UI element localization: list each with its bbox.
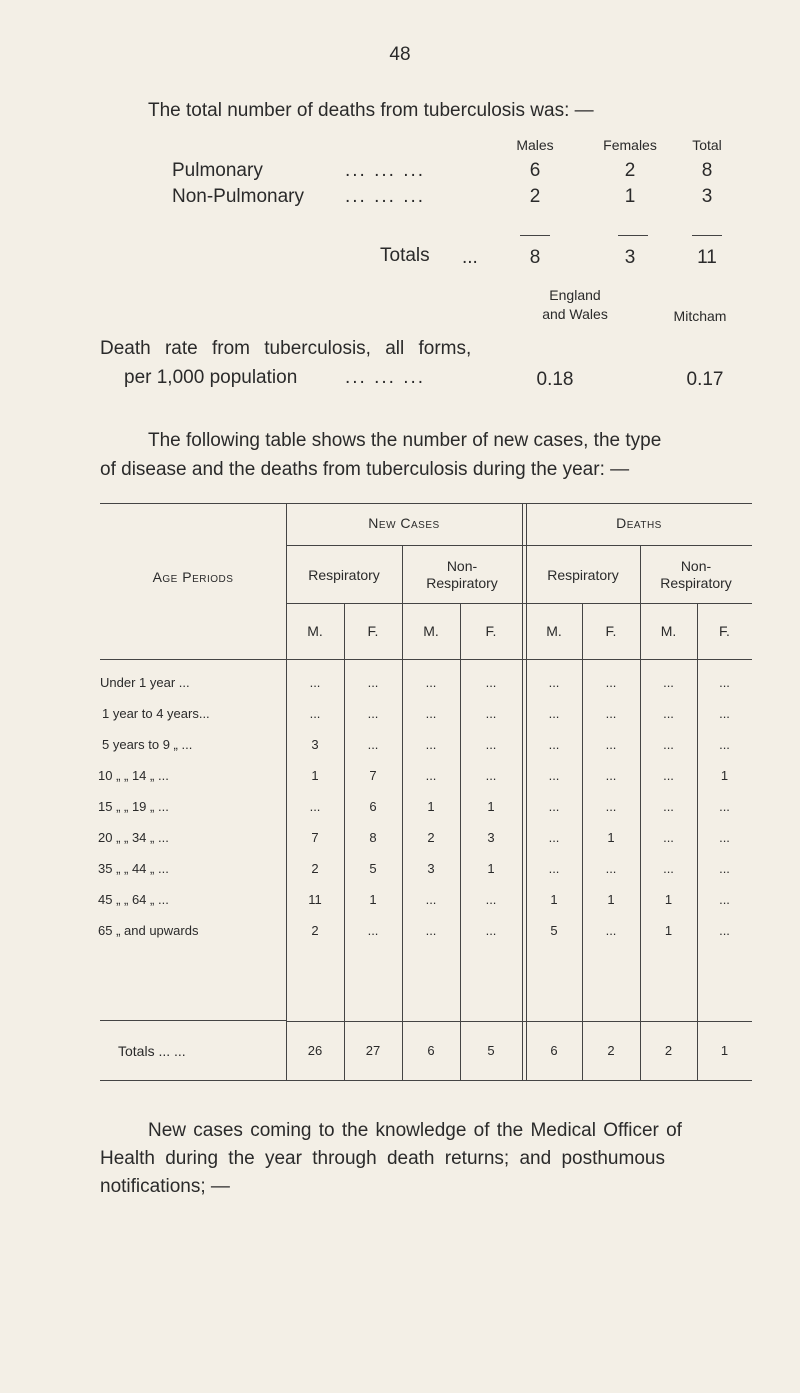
table-cell: ... <box>548 768 560 783</box>
summary-pulmonary-females: 2 <box>624 160 636 181</box>
table-cell: 1 <box>311 768 319 783</box>
table-header-rule <box>100 659 752 660</box>
summary-nonpulmonary-males: 2 <box>529 186 541 207</box>
summary-rule <box>520 235 550 236</box>
table-sub-rule <box>286 603 752 604</box>
mf-header: F. <box>719 623 730 639</box>
summary-row-nonpulmonary-leader: ... ... ... <box>345 186 426 207</box>
table-cell: ... <box>605 737 617 752</box>
table-totals-cell: 5 <box>487 1043 495 1058</box>
death-rate-label-line2: per 1,000 population <box>124 367 298 388</box>
table-cell: ... <box>663 675 674 690</box>
intro-text: The total number of deaths from tuberculosis was: — <box>148 100 594 121</box>
death-rate-header-ew-line2: and Wales <box>542 306 608 322</box>
table-cell: ... <box>548 737 560 752</box>
tuberculosis-table <box>100 503 752 1081</box>
mf-header: M. <box>307 623 323 639</box>
summary-totals-total: 11 <box>697 247 717 268</box>
summary-pulmonary-total: 8 <box>701 160 713 181</box>
table-cell: ... <box>605 799 617 814</box>
summary-row-pulmonary-label: Pulmonary <box>172 160 263 181</box>
table-cell: ... <box>425 923 437 938</box>
summary-nonpulmonary-females: 1 <box>624 186 636 207</box>
table-cell: ... <box>663 861 674 876</box>
table-totals-label: Totals ... ... <box>118 1043 186 1059</box>
table-cell: 8 <box>369 830 377 845</box>
summary-nonpulmonary-total: 3 <box>701 186 713 207</box>
table-cell: ... <box>719 737 730 752</box>
summary-header-males: Males <box>516 137 554 153</box>
table-cell: ... <box>367 706 379 721</box>
table-cell: ... <box>605 768 617 783</box>
table-cell: 1 <box>487 861 495 876</box>
deaths-header: Deaths <box>616 515 662 531</box>
age-row-label: 65 „ and upwards <box>98 923 199 938</box>
table-cell: ... <box>605 861 617 876</box>
table-cell: 5 <box>550 923 558 938</box>
table-cell: 2 <box>311 861 319 876</box>
table-cell: ... <box>548 799 560 814</box>
table-cell: ... <box>309 675 321 690</box>
table-cell: ... <box>485 923 497 938</box>
summary-totals-females: 3 <box>624 247 636 268</box>
age-row-label: 5 years to 9 „ ... <box>102 737 193 752</box>
summary-rule <box>692 235 722 236</box>
table-totals-cell: 1 <box>720 1043 729 1058</box>
new-cases-respiratory-header: Respiratory <box>308 567 380 583</box>
table-cell: ... <box>663 799 674 814</box>
table-cell: ... <box>719 675 730 690</box>
table-cell: ... <box>548 675 560 690</box>
table-cell: ... <box>719 892 730 907</box>
table-cell: ... <box>425 737 437 752</box>
closing-line2: Health during the year through death returns; and posthumous <box>100 1148 665 1169</box>
table-cell: 1 <box>427 799 435 814</box>
age-row-label: 1 year to 4 years... <box>102 706 210 721</box>
table-totals-rule <box>286 1021 752 1022</box>
table-cell: 7 <box>311 830 319 845</box>
summary-totals-males: 8 <box>529 247 541 268</box>
table-intro-line1: The following table shows the number of new cases, the type <box>148 430 662 451</box>
table-cell: ... <box>425 892 437 907</box>
table-totals-rule <box>100 1020 286 1021</box>
age-periods-header: Age Periods <box>152 569 234 585</box>
table-cell: ... <box>663 737 674 752</box>
page-number: 48 <box>389 44 411 65</box>
table-col-rule <box>286 503 287 1081</box>
summary-header-total: Total <box>692 137 722 153</box>
new-cases-nonresp-header-line1: Non- <box>446 558 478 574</box>
table-cell: ... <box>548 830 560 845</box>
mf-header: F. <box>367 623 379 639</box>
table-cell: ... <box>548 706 560 721</box>
table-totals-cell: 6 <box>550 1043 558 1058</box>
table-cell: ... <box>485 737 497 752</box>
age-row-label: 35 „ „ 44 „ ... <box>98 861 169 876</box>
death-rate-header-ew-line1: England <box>549 287 601 303</box>
new-cases-nonresp-header-line2: Respiratory <box>426 575 498 591</box>
table-group-rule <box>286 545 752 546</box>
table-cell: ... <box>605 675 617 690</box>
death-rate-mitcham-value: 0.17 <box>686 369 724 390</box>
summary-rule <box>618 235 648 236</box>
death-rate-label-line1: Death rate from tuberculosis, all forms, <box>100 338 472 359</box>
age-row-label: Under 1 year ... <box>100 675 190 690</box>
death-rate-ew-value: 0.18 <box>536 369 574 390</box>
table-cell: ... <box>719 923 730 938</box>
table-cell: ... <box>425 675 437 690</box>
table-cell: 1 <box>664 923 673 938</box>
summary-row-pulmonary-leader: ... ... ... <box>345 160 426 181</box>
table-cell: 1 <box>607 830 615 845</box>
age-row-label: 45 „ „ 64 „ ... <box>98 892 169 907</box>
table-bottom-rule <box>100 1080 752 1081</box>
table-cell: ... <box>719 830 730 845</box>
table-cell: 7 <box>369 768 377 783</box>
table-cell: 1 <box>487 799 495 814</box>
closing-line1: New cases coming to the knowledge of the Medical Officer of <box>148 1120 682 1141</box>
table-cell: ... <box>425 768 437 783</box>
closing-line3: notifications; — <box>100 1176 230 1197</box>
mf-header: M. <box>660 623 677 639</box>
table-cell: 5 <box>369 861 377 876</box>
deaths-respiratory-header: Respiratory <box>547 567 619 583</box>
summary-header-females: Females <box>603 137 657 153</box>
table-cell: ... <box>367 737 379 752</box>
table-cell: ... <box>485 892 497 907</box>
table-cell: 6 <box>369 799 377 814</box>
table-col-rule <box>522 503 523 1081</box>
table-cell: 2 <box>311 923 319 938</box>
table-cell: ... <box>605 923 617 938</box>
table-cell: 1 <box>720 768 729 783</box>
table-totals-cell: 27 <box>365 1043 381 1058</box>
table-cell: ... <box>719 861 730 876</box>
table-cell: ... <box>485 768 497 783</box>
table-cell: 3 <box>487 830 495 845</box>
death-rate-header-mitcham: Mitcham <box>673 308 727 324</box>
new-cases-header: New Cases <box>368 515 440 531</box>
table-cell: ... <box>425 706 437 721</box>
age-row-label: 15 „ „ 19 „ ... <box>98 799 169 814</box>
summary-totals-leader: ... <box>462 247 478 268</box>
table-cell: ... <box>605 706 617 721</box>
mf-header: F. <box>605 623 617 639</box>
table-cell: ... <box>485 675 497 690</box>
deaths-nonresp-header-line1: Non- <box>680 558 712 574</box>
table-cell: ... <box>367 675 379 690</box>
table-cell: ... <box>485 706 497 721</box>
table-cell: 2 <box>427 830 435 845</box>
table-top-rule <box>100 503 752 504</box>
table-totals-cell: 6 <box>427 1043 435 1058</box>
table-cell: ... <box>548 861 560 876</box>
table-cell: ... <box>309 706 321 721</box>
table-cell: ... <box>367 923 379 938</box>
summary-pulmonary-males: 6 <box>529 160 541 181</box>
table-cell: ... <box>719 706 730 721</box>
table-cell: 11 <box>308 892 322 907</box>
mf-header: M. <box>546 623 562 639</box>
table-totals-cell: 2 <box>607 1043 615 1058</box>
death-rate-leader: ... ... ... <box>345 367 426 388</box>
table-cell: ... <box>719 799 730 814</box>
table-cell: 1 <box>550 892 558 907</box>
table-cell: 1 <box>369 892 377 907</box>
table-cell: 1 <box>664 892 673 907</box>
mf-header: F. <box>485 623 497 639</box>
mf-header: M. <box>423 623 439 639</box>
table-intro-line2: of disease and the deaths from tuberculosis during the year: — <box>100 459 630 480</box>
summary-row-nonpulmonary-label: Non-Pulmonary <box>172 186 304 207</box>
table-cell: 3 <box>427 861 435 876</box>
table-cell: ... <box>663 706 674 721</box>
table-cell: 1 <box>607 892 615 907</box>
table-cell: ... <box>663 830 674 845</box>
table-totals-cell: 2 <box>664 1043 673 1058</box>
table-cell: ... <box>663 768 674 783</box>
table-cell: ... <box>309 799 321 814</box>
summary-totals-label: Totals <box>380 245 430 266</box>
table-totals-cell: 26 <box>307 1043 323 1058</box>
age-row-label: 20 „ „ 34 „ ... <box>98 830 169 845</box>
age-row-label: 10 „ „ 14 „ ... <box>98 768 169 783</box>
table-col-rule <box>526 503 527 1081</box>
table-cell: 3 <box>311 737 319 752</box>
deaths-nonresp-header-line2: Respiratory <box>660 575 732 591</box>
